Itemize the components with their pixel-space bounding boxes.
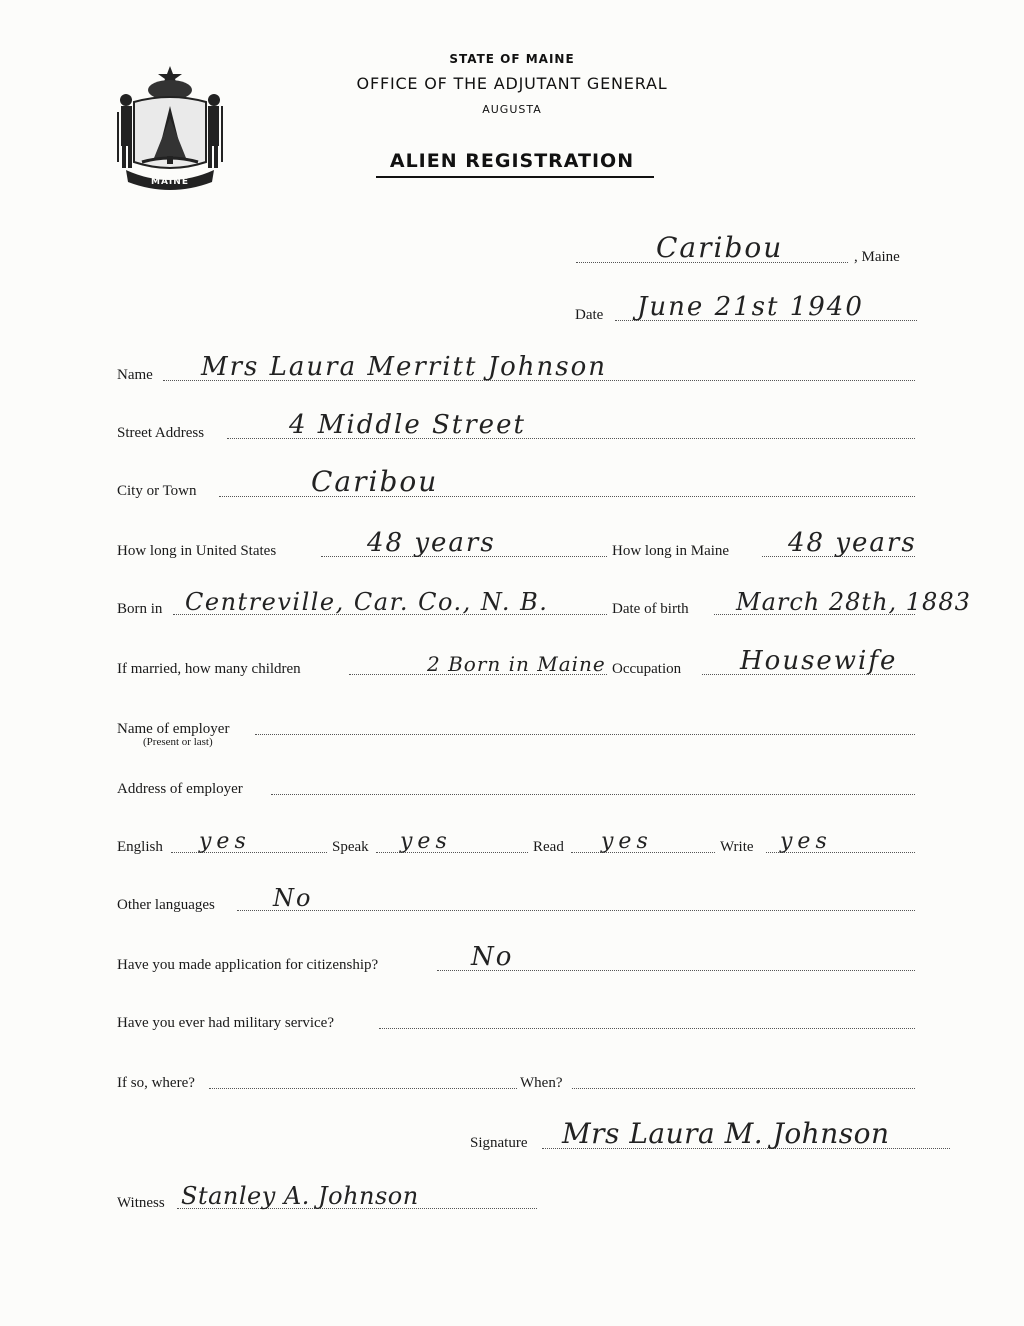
how-long-us-field[interactable] [117, 530, 607, 560]
witness-label: Witness [117, 1195, 165, 1211]
city-field[interactable] [117, 465, 915, 500]
born-in-value: Centreville, Car. Co., N. B. [185, 588, 549, 616]
form-title: ALIEN REGISTRATION [389, 150, 635, 172]
header-city: AUGUSTA [482, 103, 542, 116]
signature-value: Mrs Laura M. Johnson [562, 1117, 890, 1150]
date-field[interactable] [575, 294, 917, 324]
place-field[interactable] [576, 231, 916, 266]
military-service-label: Have you ever had military service? [117, 1015, 334, 1031]
name-label: Name [117, 367, 153, 383]
employer-sublabel: (Present or last) [143, 736, 213, 748]
signature-field[interactable] [470, 1117, 950, 1152]
children-field[interactable] [117, 648, 607, 678]
other-languages-field[interactable] [117, 884, 915, 914]
header-office: OFFICE OF THE ADJUTANT GENERAL [356, 74, 668, 93]
employer-address-label: Address of employer [117, 781, 243, 797]
title-underline [376, 176, 654, 178]
occupation-label: Occupation [612, 661, 682, 677]
how-long-us-label: How long in United States [117, 543, 277, 559]
date-of-birth-field[interactable] [612, 588, 971, 618]
read-value: yes [601, 829, 653, 854]
other-languages-value: No [273, 884, 313, 912]
military-where-label: If so, where? [117, 1075, 195, 1091]
write-value: yes [780, 829, 832, 854]
speak-value: yes [400, 829, 452, 854]
children-value: 2 Born in Maine [427, 652, 606, 676]
children-label: If married, how many children [117, 661, 301, 677]
other-languages-label: Other languages [117, 897, 215, 913]
english-field[interactable] [117, 826, 327, 856]
military-where-field[interactable] [117, 1062, 517, 1092]
date-of-birth-label: Date of birth [612, 601, 689, 617]
witness-value: Stanley A. Johnson [181, 1182, 419, 1210]
signature-label: Signature [470, 1135, 528, 1151]
header-state: STATE OF MAINE [449, 52, 575, 66]
military-when-field[interactable] [520, 1062, 915, 1092]
english-label: English [117, 839, 163, 855]
date-label: Date [575, 307, 604, 323]
witness-field[interactable] [117, 1182, 537, 1212]
military-when-label: When? [520, 1075, 563, 1091]
street-address-value: 4 Middle Street [289, 410, 526, 440]
citizenship-value: No [471, 942, 514, 972]
date-value: June 21st 1940 [637, 292, 864, 322]
how-long-maine-value: 48 years [788, 528, 917, 558]
how-long-maine-label: How long in Maine [612, 543, 730, 559]
name-field[interactable] [117, 354, 915, 384]
employer-address-field[interactable] [117, 768, 915, 798]
how-long-maine-field[interactable] [612, 530, 915, 560]
occupation-value: Housewife [740, 646, 898, 676]
military-service-field[interactable] [117, 1002, 915, 1032]
read-label: Read [533, 839, 564, 855]
seal-banner-text: MAINE [151, 177, 189, 187]
citizenship-field[interactable] [117, 944, 915, 974]
write-field[interactable] [720, 826, 915, 856]
born-in-label: Born in [117, 601, 163, 617]
speak-field[interactable] [332, 826, 528, 856]
born-in-field[interactable] [117, 588, 607, 618]
speak-label: Speak [332, 839, 369, 855]
name-value: Mrs Laura Merritt Johnson [201, 352, 608, 382]
occupation-field[interactable] [612, 648, 915, 678]
employer-name-label: Name of employer [117, 721, 230, 737]
employer-name-field[interactable] [117, 708, 915, 738]
how-long-us-value: 48 years [367, 528, 496, 558]
citizenship-label: Have you made application for citizenship? [117, 957, 379, 973]
street-address-field[interactable] [117, 412, 915, 442]
city-label: City or Town [117, 483, 197, 499]
english-value: yes [199, 829, 251, 854]
read-field[interactable] [533, 826, 715, 856]
street-address-label: Street Address [117, 425, 205, 441]
place-value: Caribou [656, 231, 784, 264]
city-value: Caribou [311, 465, 439, 498]
place-suffix-label: , Maine [854, 249, 900, 265]
write-label: Write [720, 839, 754, 855]
date-of-birth-value: March 28th, 1883 [736, 588, 971, 616]
